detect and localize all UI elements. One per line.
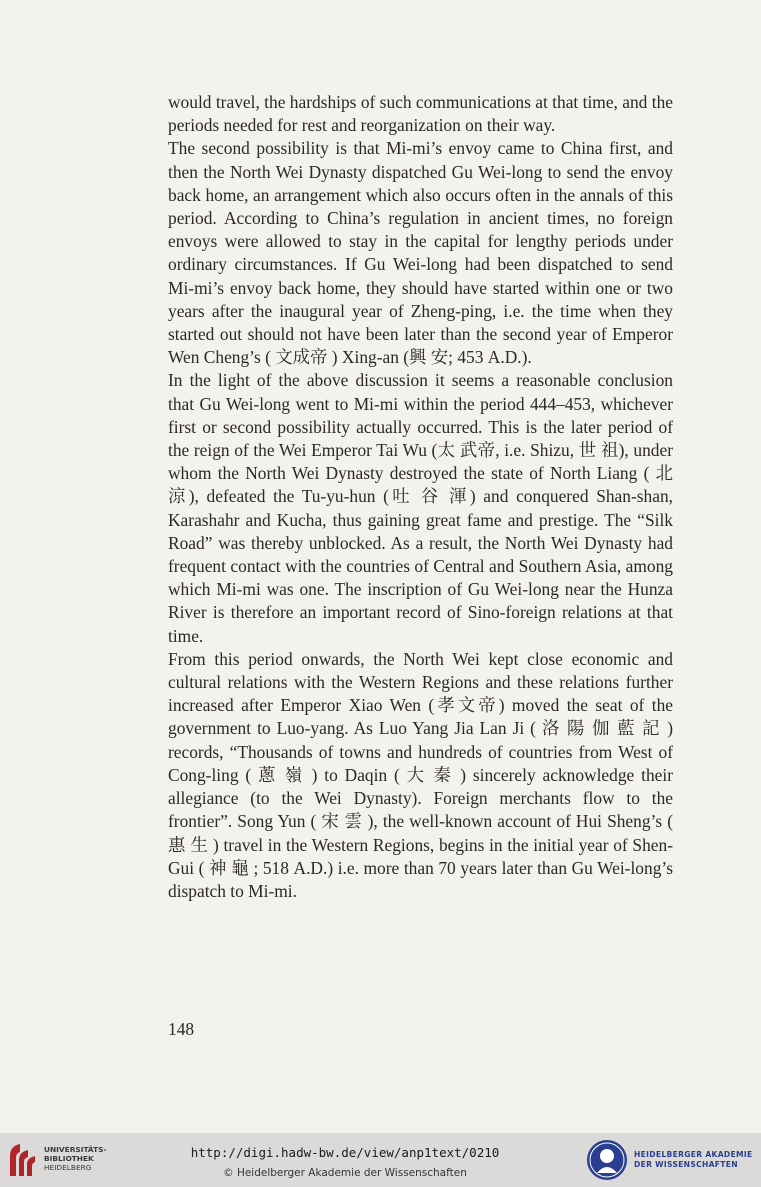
academy-name: HEIDELBERGER AKADEMIE DER WISSENSCHAFTEN xyxy=(634,1150,753,1169)
paragraph-4: From this period onwards, the North Wei kept close economic and cultural relations with the Western Regions and these relations further increased after Emperor Xiao Wen (孝文帝) moved the seat of the government to Luo-yang. As Luo Yang Jia Lan Ji ( 洛 陽 伽 藍 記 ) records, “Thousands of towns and hundreds of countries from West of Cong-ling ( 蔥 嶺 ) to Daqin ( 大 秦 ) sincerely acknowledge their allegiance (to the Wei Dynasty). Foreign merchants flow to the frontier”. Song Yun ( 宋 雲 ), the well-known account of Hui Sheng’s ( 惠 生 ) travel in the Western Regions, begins in the initial year of Shen-Gui ( 神 龜 ; 518 A.D.) i.e. more than 70 years later than Gu Wei-long’s dispatch to Mi-mi. xyxy=(168,648,673,901)
university-library-logo-icon xyxy=(8,1142,38,1178)
body-text xyxy=(168,91,673,903)
page-number: 148 xyxy=(168,1019,195,1039)
academy-seal-icon xyxy=(586,1139,628,1181)
university-library-name: UNIVERSITÄTS- BIBLIOTHEK HEIDELBERG xyxy=(44,1145,107,1172)
paragraph-3: In the light of the above discussion it seems a reasonable conclusion that Gu Wei-long went to Mi-mi within the period 444–453, whichever first or second possibility actually occurred. This is the later period of the reign of the Wei Emperor Tai Wu (太 武帝, i.e. Shizu, 世 祖), under whom the North Wei Dynasty destroyed the state of North Liang ( 北 涼), defeated the Tu-yu-hun (吐 谷 渾) and conquered Shan-shan, Karashahr and Kucha, thus gaining great fame and prestige. The “Silk Road” was thereby unblocked. As a result, the North Wei Dynasty had frequent contact with the countries of Central and Southern Asia, among which Mi-mi was one. The inscription of Gu Wei-long near the Hunza River is therefore an important record of Sino-foreign relations at that time. xyxy=(168,370,673,646)
source-url-link[interactable]: http://digi.hadw-bw.de/view/anp1text/0210 xyxy=(190,1145,500,1160)
footer-bar xyxy=(0,1133,761,1187)
copyright-text: © Heidelberger Akademie der Wissenschaften xyxy=(223,1167,467,1179)
paragraph-2: The second possibility is that Mi-mi’s envoy came to China first, and then the North Wei Dynasty dispatched Gu Wei-long to send the envoy back home, an arrangement which also occurs often in the annals of this period. According to China’s regulation in ancient times, no foreign envoys were allowed to stay in the capital for lengthy periods under ordinary circumstances. If Gu Wei-long had been dispatched to send Mi-mi’s envoy back home, they should have started within one or two years after the inaugural year of Zheng-ping, i.e. the time when they started out should not have been later than the second year of Emperor Wen Cheng’s ( 文成帝 ) Xing-an (興 安; 453 A.D.). xyxy=(168,138,673,368)
paragraph-1: would travel, the hardships of such communications at that time, and the periods needed for rest and reorganization on their way. xyxy=(168,92,673,136)
